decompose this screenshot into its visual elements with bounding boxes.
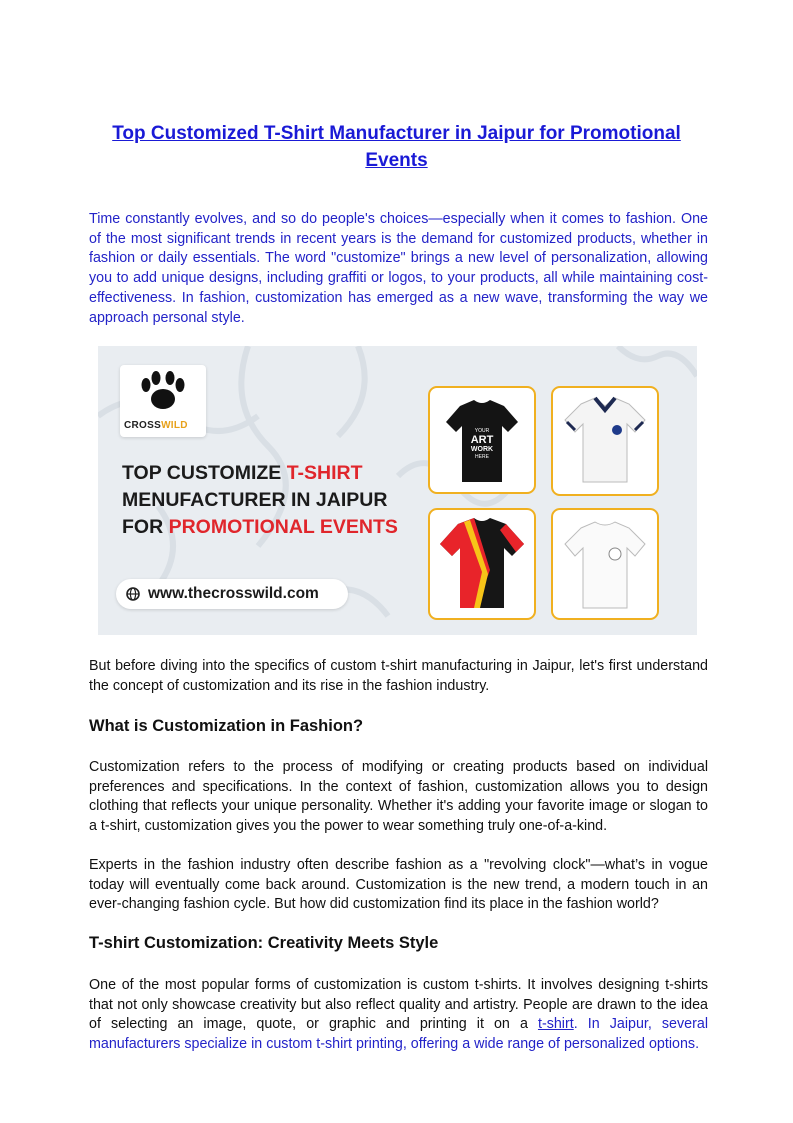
- black-tshirt-card: [428, 386, 536, 494]
- sports-jersey-card: [428, 508, 536, 620]
- para5-end: . In Jaipur, several manufacturers specialize in custom t-shirt printing, offering a wide range of personalized options.: [89, 1016, 708, 1053]
- intro-paragraph: Time constantly evolves, and so do people's choices—especially when it comes to fashion. One of the most significant trends in recent years is the demand for customized products, whether in fashion or daily essentials. The word "customize" brings a new level of personalization, allowing you to add unique designs, including graffiti or logos, to your products, all while maintaining cost-effectiveness. In fashion, customization has emerged as a new wave, transforming the way we approach personal style.: [89, 211, 708, 326]
- promo-banner-image: [98, 346, 697, 635]
- logo-wordmark: [124, 420, 188, 431]
- paw-icon: [120, 365, 206, 415]
- white-polo-card: [551, 386, 659, 496]
- white-tshirt-icon: [553, 510, 657, 618]
- heading-customization: What is Customization in Fashion?: [89, 717, 364, 735]
- paragraph-before-diving: But before diving into the specifics of custom t-shirt manufacturing in Jaipur, let's first understand the concept of customization and its rise in the fashion industry.: [89, 658, 708, 694]
- shirt-text-work: WORK: [470, 446, 494, 453]
- paragraph-revolving-clock: Experts in the fashion industry often describe fashion as a "revolving clock"—what’s in vogue today will eventually come back around. Customization is the new trend, a modern touch in an ever-changing fashion cycle. But how did customization find its place in the fashion world?: [89, 857, 708, 913]
- website-url: www.thecrosswild.com: [148, 585, 319, 602]
- logo-suffix: WILD: [161, 420, 188, 431]
- white-tshirt-card: [551, 508, 659, 620]
- logo-prefix: CROSS: [124, 420, 162, 431]
- black-tshirt-icon: [430, 388, 534, 492]
- globe-icon: [126, 587, 140, 601]
- website-url-pill: [116, 579, 348, 609]
- crosswild-logo: [120, 365, 206, 437]
- title-link[interactable]: Top Customized T-Shirt Manufacturer in Jaipur for Promotional Events: [112, 123, 681, 171]
- headline-line1: TOP CUSTOMIZE: [122, 462, 287, 484]
- page-title: [110, 120, 683, 174]
- paragraph-customization-definition: Customization refers to the process of modifying or creating products based on individual preferences and specifications. In the context of fashion, customization allows you to design clothing that reflects your unique personality. Whether it's adding your favorite image or slogan to a t-shirt, customization gives you the power to wear something truly one-of-a-kind.: [89, 759, 708, 835]
- heading-tshirt-customization: T-shirt Customization: Creativity Meets Style: [89, 934, 439, 952]
- shirt-text-art: ART: [470, 434, 494, 446]
- headline-line1-red: T-SHIRT: [286, 462, 363, 484]
- para5-start: One of the most popular forms of customization is custom t-shirts. It involves designing t-shirts that not only showcase creativity but also reflect quality and artistry. People are drawn to the idea of selecting an image, quote, or graphic and printing it on a: [89, 977, 708, 1033]
- sports-jersey-icon: [430, 510, 534, 618]
- banner-headline: [122, 460, 422, 541]
- white-polo-icon: [553, 388, 657, 494]
- headline-line3: FOR: [122, 516, 169, 538]
- shirt-text-your: YOUR: [474, 428, 490, 434]
- tshirt-link[interactable]: t-shirt: [537, 1016, 574, 1033]
- paragraph-tshirt-customization: [89, 976, 708, 1055]
- headline-line2: MENUFACTURER IN JAIPUR: [122, 489, 388, 511]
- shirt-text-here: HERE: [475, 454, 489, 460]
- headline-line3-red: PROMOTIONAL EVENTS: [168, 516, 398, 538]
